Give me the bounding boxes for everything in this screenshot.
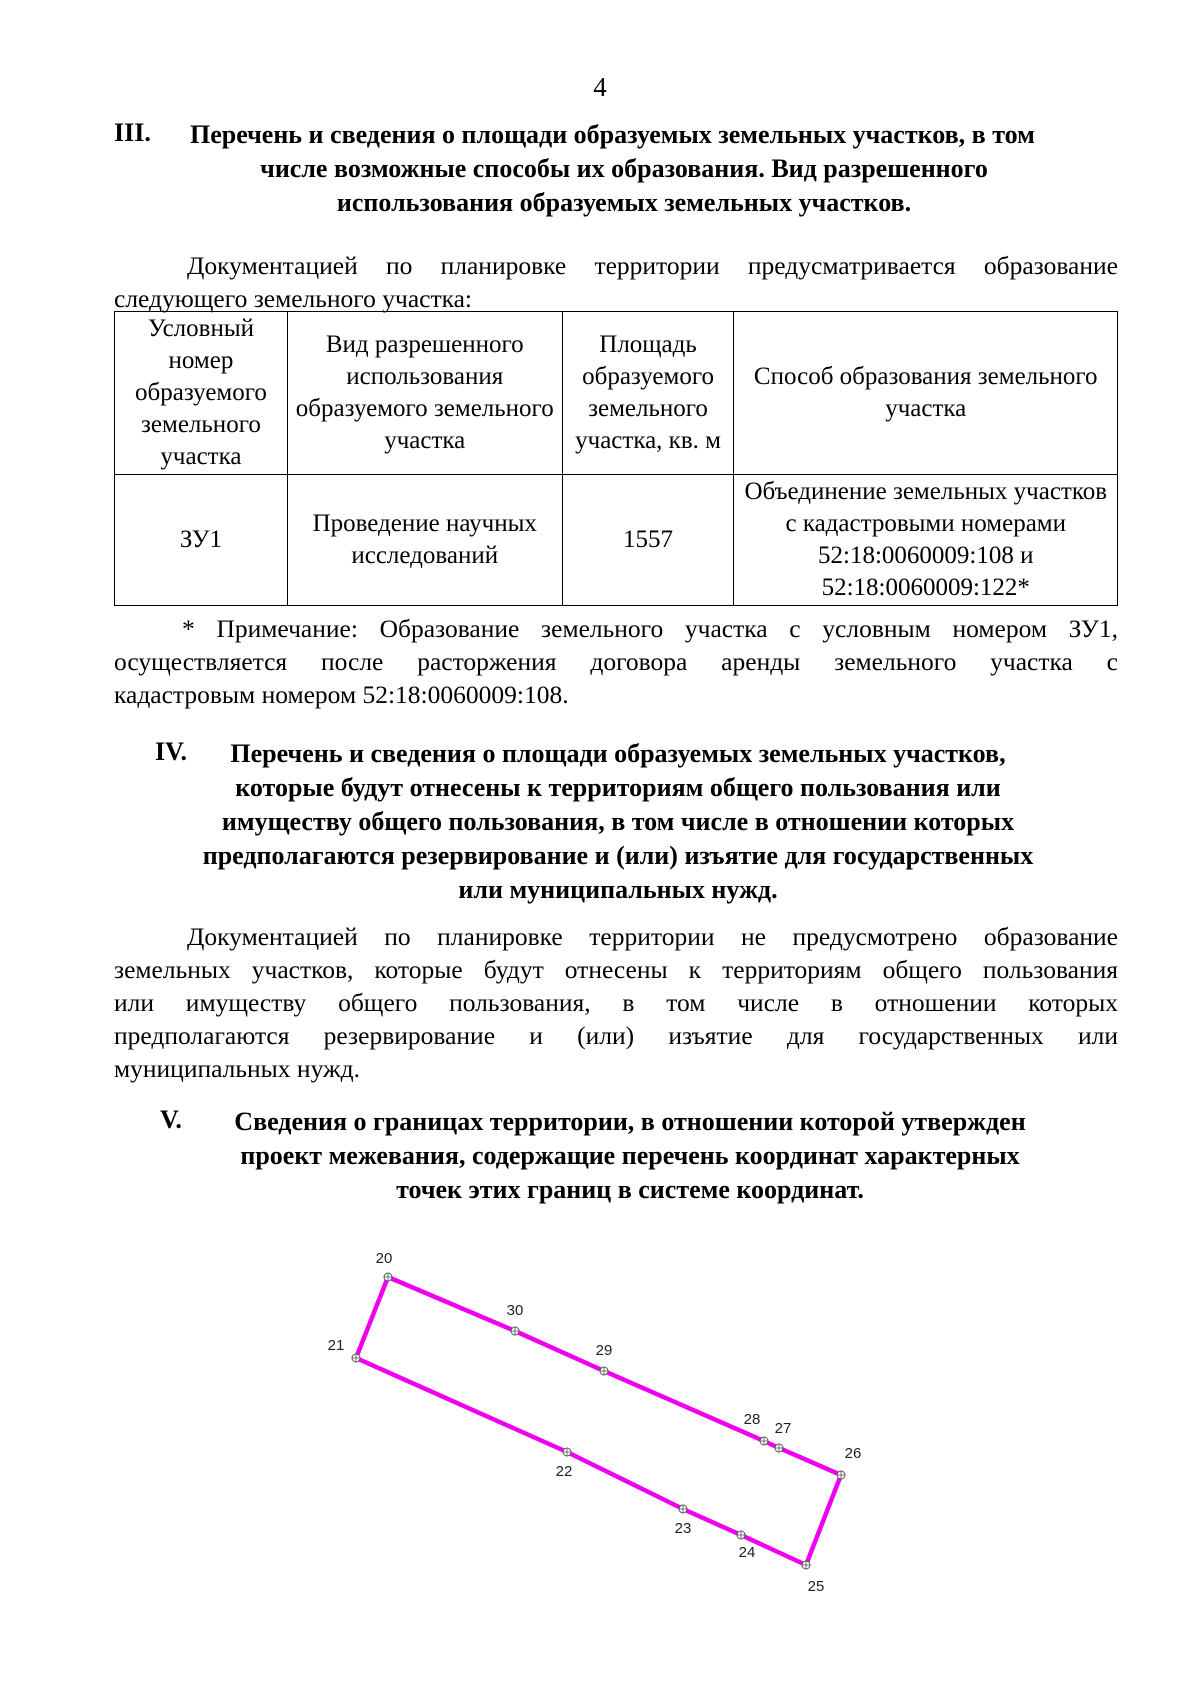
boundary-point-label: 29 [595, 1342, 613, 1359]
section-4-numeral: IV. [155, 737, 188, 766]
section-5-title-line: проект межевания, содержащие перечень координат характерных [240, 1141, 1020, 1170]
table-header-cell: Условный номер образуемого земельного участка [115, 312, 288, 475]
boundary-point-label: 24 [738, 1544, 756, 1561]
boundary-point-label: 28 [743, 1411, 761, 1428]
paragraph-line: предполагаются резервирование и (или) изъятие для государственных или [114, 1021, 1118, 1050]
boundary-point-label: 20 [375, 1250, 393, 1267]
boundary-point-label: 21 [327, 1337, 345, 1354]
boundary-point-label: 25 [807, 1578, 825, 1595]
paragraph-line: следующего земельного участка: [114, 284, 473, 313]
paragraph-line: муниципальных нужд. [114, 1054, 360, 1083]
section-3-title-line: числе возможные способы их образования. Вид разрешенного [260, 154, 988, 183]
paragraph-line: земельных участков, которые будут отнесены к территориям общего пользования [114, 955, 1118, 984]
section-5-numeral: V. [160, 1105, 182, 1134]
table-cell: Объединение земельных участков с кадастровыми номерами 52:18:0060009:108 и 52:18:0060009:122* [734, 475, 1118, 606]
boundary-point-label: 27 [774, 1420, 792, 1437]
section-3-title-line: использования образуемых земельных участков. [336, 188, 912, 217]
boundary-point-label: 23 [674, 1520, 692, 1537]
section-5-title-line: Сведения о границах территории, в отношении которой утвержден [234, 1107, 1026, 1136]
section-3-numeral: III. [114, 118, 151, 147]
table-header-cell: Вид разрешенного использования образуемого земельного участка [287, 312, 562, 475]
table-cell: 1557 [562, 475, 734, 606]
note-line: осуществляется после расторжения договора аренды земельного участка с [114, 647, 1118, 676]
table-cell: ЗУ1 [115, 475, 288, 606]
table-header-cell: Площадь образуемого земельного участка, кв. м [562, 312, 734, 475]
boundary-point-label: 26 [844, 1445, 862, 1462]
table-cell: Проведение научных исследований [287, 475, 562, 606]
boundary-line [356, 1277, 841, 1565]
table-header-cell: Способ образования земельного участка [734, 312, 1118, 475]
note-line: * Примечание: Образование земельного участка с условным номером ЗУ1, [182, 614, 1118, 643]
paragraph-line: или имуществу общего пользования, в том числе в отношении которых [114, 988, 1118, 1017]
page-number: 4 [593, 72, 607, 102]
section-4-title-line: предполагаются резервирование и (или) изъятие для государственных [202, 841, 1034, 870]
paragraph-line: Документацией по планировке территории не предусмотрено образование [187, 922, 1118, 951]
boundary-point-label: 22 [555, 1463, 573, 1480]
section-4-title-line: или муниципальных нужд. [458, 875, 778, 904]
note-line: кадастровым номером 52:18:0060009:108. [114, 680, 569, 709]
paragraph-line: Документацией по планировке территории предусматривается образование [187, 251, 1118, 280]
boundary-point-label: 30 [506, 1302, 524, 1319]
section-4-title-line: Перечень и сведения о площади образуемых земельных участков, [230, 739, 1006, 768]
section-4-title-line: имуществу общего пользования, в том числе в отношении которых [221, 807, 1015, 836]
section-5-title-line: точек этих границ в системе координат. [396, 1175, 864, 1204]
section-4-title-line: которые будут отнесены к территориям общего пользования или [235, 773, 1001, 802]
section-3-title-line: Перечень и сведения о площади образуемых земельных участков, в том [190, 120, 1035, 149]
